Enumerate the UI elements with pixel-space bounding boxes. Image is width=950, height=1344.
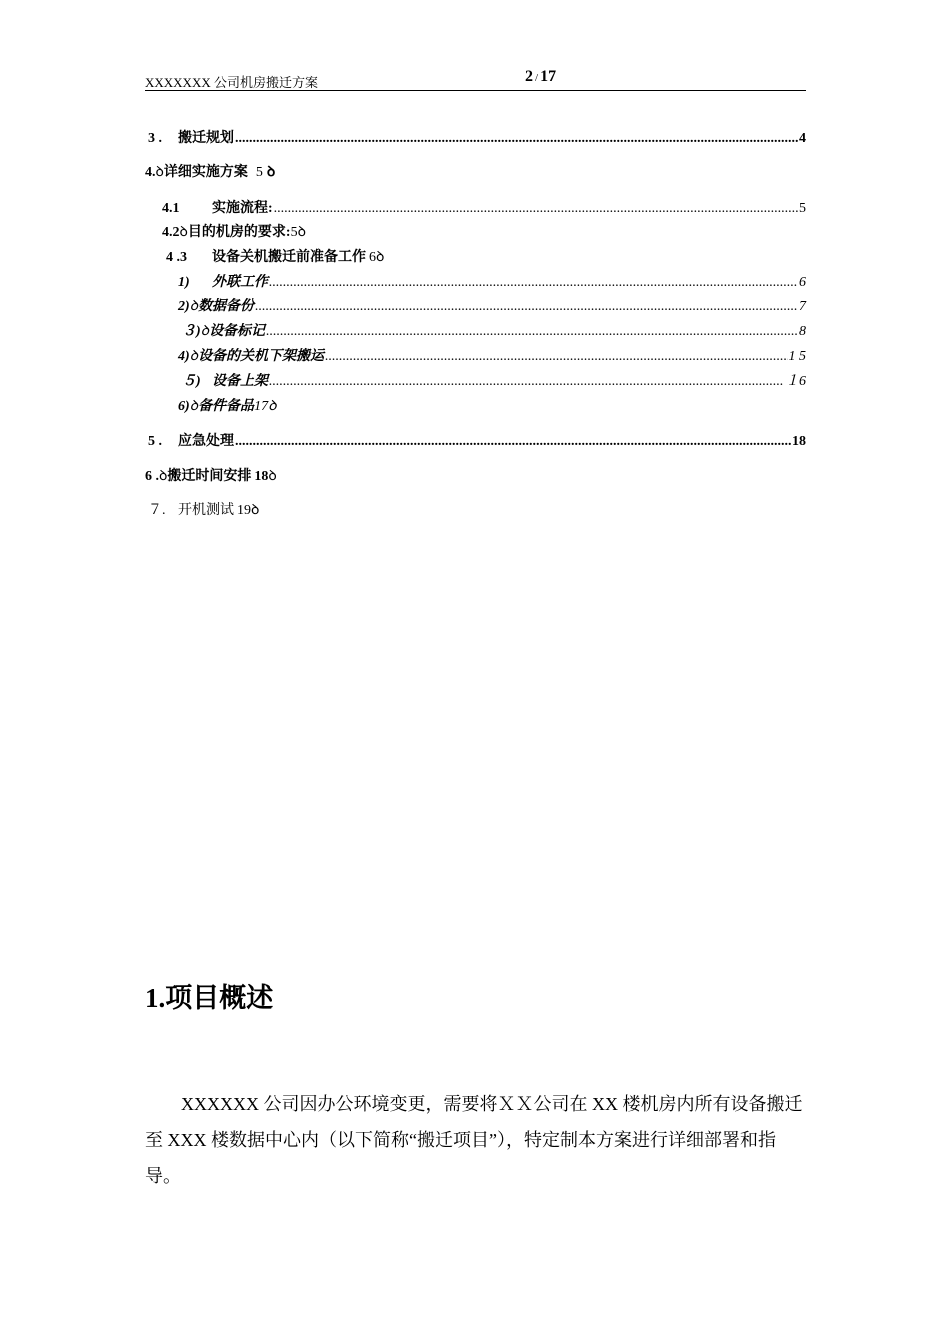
toc-number: 5 . — [148, 434, 162, 449]
toc-entry[interactable]: 4. ꝺ 详细实施方案 5 ꝺ — [145, 161, 275, 181]
toc-number: 4.1 — [162, 201, 180, 216]
toc-leader — [269, 275, 798, 291]
toc-number: ３) — [182, 324, 201, 339]
toc-page: 4 — [799, 131, 806, 146]
toc-label: 设备关机搬迁前准备工作 — [212, 250, 366, 265]
toc-page: 17 — [254, 399, 269, 414]
toc-entry[interactable] — [182, 370, 806, 390]
toc-entry[interactable]: 4 .3 设备关机搬迁前准备工作 6 ꝺ — [166, 246, 384, 266]
toc-number: 4 .3 — [166, 250, 187, 265]
document-title: XXXXXXX 公司机房搬迁方案 — [145, 75, 318, 90]
toc-label: 设备标记 — [209, 324, 266, 339]
toc-label: 设备的关机下架搬运 — [198, 349, 325, 364]
toc-entry[interactable]: 4) ꝺ 设备的关机下架搬运 ..... 1 5 — [178, 345, 806, 365]
toc-entry[interactable] — [162, 197, 806, 217]
toc-label: 数据备份 — [198, 299, 255, 314]
page-current: 2 — [525, 68, 533, 85]
toc-number: ７. — [148, 503, 166, 518]
toc-page: 8 — [799, 324, 806, 339]
toc-entry[interactable]: 2) ꝺ 数据备份 ..... 7 — [178, 295, 806, 315]
section-heading: 1.项目概述 — [145, 983, 274, 1013]
toc-page: 18 — [792, 434, 806, 449]
toc-number: 1) — [178, 275, 190, 290]
toc-leader — [266, 324, 798, 340]
toc-page: 7 — [799, 299, 806, 314]
toc-entry[interactable]: 6 . ꝺ 搬迁时间安排 18 ꝺ — [145, 465, 277, 485]
toc-number: ５) — [182, 374, 201, 389]
toc-leader — [269, 374, 784, 390]
toc-page: 6 — [799, 275, 806, 290]
toc-entry[interactable]: ７. 开机测试 19 ꝺ — [148, 499, 259, 519]
body-paragraph: XXXXXX 公司因办公环境变更，需要将ＸＸ公司在 XX 楼机房内所有设备搬迁至 XXX 楼数据中心内（以下简称“搬迁项目”），特定制本方案进行详细部署和指导。 — [145, 1094, 803, 1186]
toc-number: 4) — [178, 349, 190, 364]
toc-label: 外联工作 — [212, 275, 268, 290]
toc-page: 6 — [369, 250, 376, 265]
toc-page: １6 — [785, 374, 806, 389]
toc-number: 4. — [145, 165, 156, 180]
toc-entry[interactable]: 6) ꝺ 备件备品 17 ꝺ — [178, 395, 276, 415]
toc-entry[interactable] — [148, 430, 806, 450]
toc-label: 搬迁时间安排 — [167, 469, 252, 484]
toc-number: 6 . — [145, 469, 159, 484]
toc-label: 开机测试 — [178, 503, 234, 518]
toc-label: 设备上架 — [212, 374, 268, 389]
toc-label: 应急处理 — [178, 434, 234, 449]
toc-page: 5 — [290, 225, 298, 240]
toc-entry[interactable]: ３) ꝺ 设备标记 ..... 8 — [182, 320, 806, 340]
toc-number: 4.2 — [162, 225, 180, 240]
toc-page: 5 — [255, 165, 263, 180]
toc-number: 3 . — [148, 131, 162, 146]
toc-entry[interactable]: 4.2 ꝺ 目的机房的要求: 5 ꝺ — [162, 221, 306, 241]
toc-page: 19 — [237, 503, 251, 518]
toc-page: 1 5 — [788, 349, 806, 364]
toc-label: 详细实施方案 — [163, 165, 248, 180]
toc-entry[interactable] — [178, 271, 806, 291]
toc-leader — [255, 299, 798, 315]
toc-label: 目的机房的要求: — [187, 225, 291, 240]
toc-label: 备件备品 — [198, 399, 255, 414]
page-header — [145, 66, 806, 91]
toc-page: 5 — [799, 201, 806, 216]
toc-label: 搬迁规划 — [178, 131, 234, 146]
page-separator: / — [535, 72, 539, 84]
toc-leader — [274, 201, 798, 217]
toc-page: 18 — [254, 469, 269, 484]
toc-number: 6) — [178, 399, 190, 414]
page-total: 17 — [540, 68, 557, 85]
toc-leader — [235, 131, 798, 147]
toc-entry[interactable] — [148, 127, 806, 147]
toc-number: 2) — [178, 299, 190, 314]
toc-leader — [325, 349, 787, 365]
page-number — [525, 68, 556, 86]
toc-leader — [235, 434, 791, 450]
toc-label: 实施流程: — [212, 201, 273, 216]
